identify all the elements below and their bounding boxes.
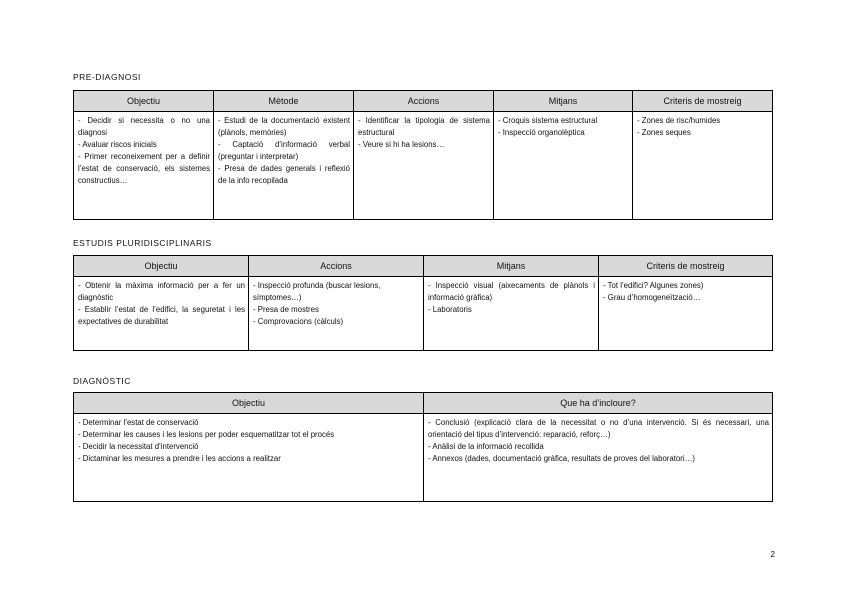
- table-row: [74, 414, 773, 502]
- table-diagnostic: [73, 392, 773, 502]
- list-item: - Tot l’edifici? Algunes zones): [603, 281, 704, 290]
- section-title-estudis: ESTUDIS PLURIDISCIPLINARIS: [73, 238, 212, 248]
- table-header-row: [74, 393, 773, 414]
- header-que-ha-d-incloure: Que ha d’incloure?: [424, 393, 773, 414]
- list-item: - Zones seques: [637, 128, 691, 137]
- page-number: 2: [770, 550, 775, 559]
- list-item: - Captació d’informació verbal (preguntar i interpretar): [218, 140, 350, 161]
- cell-objectiu: [74, 277, 249, 351]
- list-item: - Obtenir la màxima informació per a fer un diagnòstic: [78, 281, 245, 302]
- table-pre-diagnosi: [73, 90, 773, 220]
- header-mitjans: Mitjans: [494, 91, 633, 112]
- header-metode: Mètode: [214, 91, 354, 112]
- list-item: - Comprovacions (càlculs): [253, 317, 344, 326]
- table-estudis-pluridisciplinaris: [73, 255, 773, 351]
- header-criteris: Criteris de mostreig: [599, 256, 773, 277]
- list-item: - Inspecció profunda (buscar lesions, símptomes…): [253, 281, 381, 302]
- section-title-diagnostic: DIAGNÒSTIC: [73, 376, 131, 386]
- header-objectiu: Objectiu: [74, 91, 214, 112]
- cell-que-ha-d-incloure: [424, 414, 773, 502]
- list-item: - Conclusió (explicació clara de la necessitat o no d’una intervenció. Si és necessari, una orientació del tipus d’intervenció: reparació, reforç…): [428, 418, 769, 439]
- list-item: - Establir l’estat de l’edifici, la seguretat i les expectatives de durabilitat: [78, 305, 245, 326]
- list-item: - Inspecció visual (aixecaments de plànols i informació gràfica): [428, 281, 595, 302]
- list-item: - Identificar la tipologia de sistema estructural: [358, 116, 490, 137]
- cell-mitjans: [424, 277, 599, 351]
- header-accions: Accions: [249, 256, 424, 277]
- list-item: - Presa de dades generals i reflexió de la info recopilada: [218, 164, 350, 185]
- list-item: - Inspecció organolèptica: [498, 128, 585, 137]
- list-item: - Decidir si necessita o no una diagnosi: [78, 116, 210, 137]
- list-item: - Avaluar riscos inicials: [78, 140, 157, 149]
- list-item: - Anàlisi de la informació recollida: [428, 442, 544, 451]
- list-item: - Primer reconeixement per a definir l’estat de conservació, els sistemes constructius…: [78, 152, 210, 185]
- cell-accions: [249, 277, 424, 351]
- section-title-pre-diagnosi: PRE-DIAGNOSI: [73, 72, 141, 82]
- list-item: - Determinar les causes i les lesions per poder esquematitzar tot el procés: [78, 430, 335, 439]
- list-item: - Determinar l’estat de conservació: [78, 418, 199, 427]
- cell-criteris: [599, 277, 773, 351]
- header-mitjans: Mitjans: [424, 256, 599, 277]
- list-item: - Annexos (dades, documentació gràfica, resultats de proves del laboratori…): [428, 454, 695, 463]
- list-item: - Estudi de la documentació existent (plànols, memòries): [218, 116, 350, 137]
- header-criteris: Criteris de mostreig: [633, 91, 773, 112]
- table-row: [74, 112, 773, 220]
- cell-mitjans: [494, 112, 633, 220]
- list-item: - Croquis sistema estructural: [498, 116, 598, 125]
- cell-objectiu: [74, 414, 424, 502]
- cell-accions: [354, 112, 494, 220]
- list-item: - Presa de mostres: [253, 305, 319, 314]
- header-objectiu: Objectiu: [74, 256, 249, 277]
- list-item: - Zones de risc/humides: [637, 116, 721, 125]
- table-header-row: [74, 91, 773, 112]
- list-item: - Decidir la necessitat d’intervenció: [78, 442, 199, 451]
- header-objectiu: Objectiu: [74, 393, 424, 414]
- header-accions: Accions: [354, 91, 494, 112]
- table-row: [74, 277, 773, 351]
- list-item: - Laboratoris: [428, 305, 472, 314]
- cell-criteris: [633, 112, 773, 220]
- list-item: - Grau d’homogeneïtzació…: [603, 293, 701, 302]
- table-header-row: [74, 256, 773, 277]
- list-item: - Veure si hi ha lesions…: [358, 140, 445, 149]
- cell-objectiu: [74, 112, 214, 220]
- list-item: - Dictaminar les mesures a prendre i les accions a realitzar: [78, 454, 281, 463]
- cell-metode: [214, 112, 354, 220]
